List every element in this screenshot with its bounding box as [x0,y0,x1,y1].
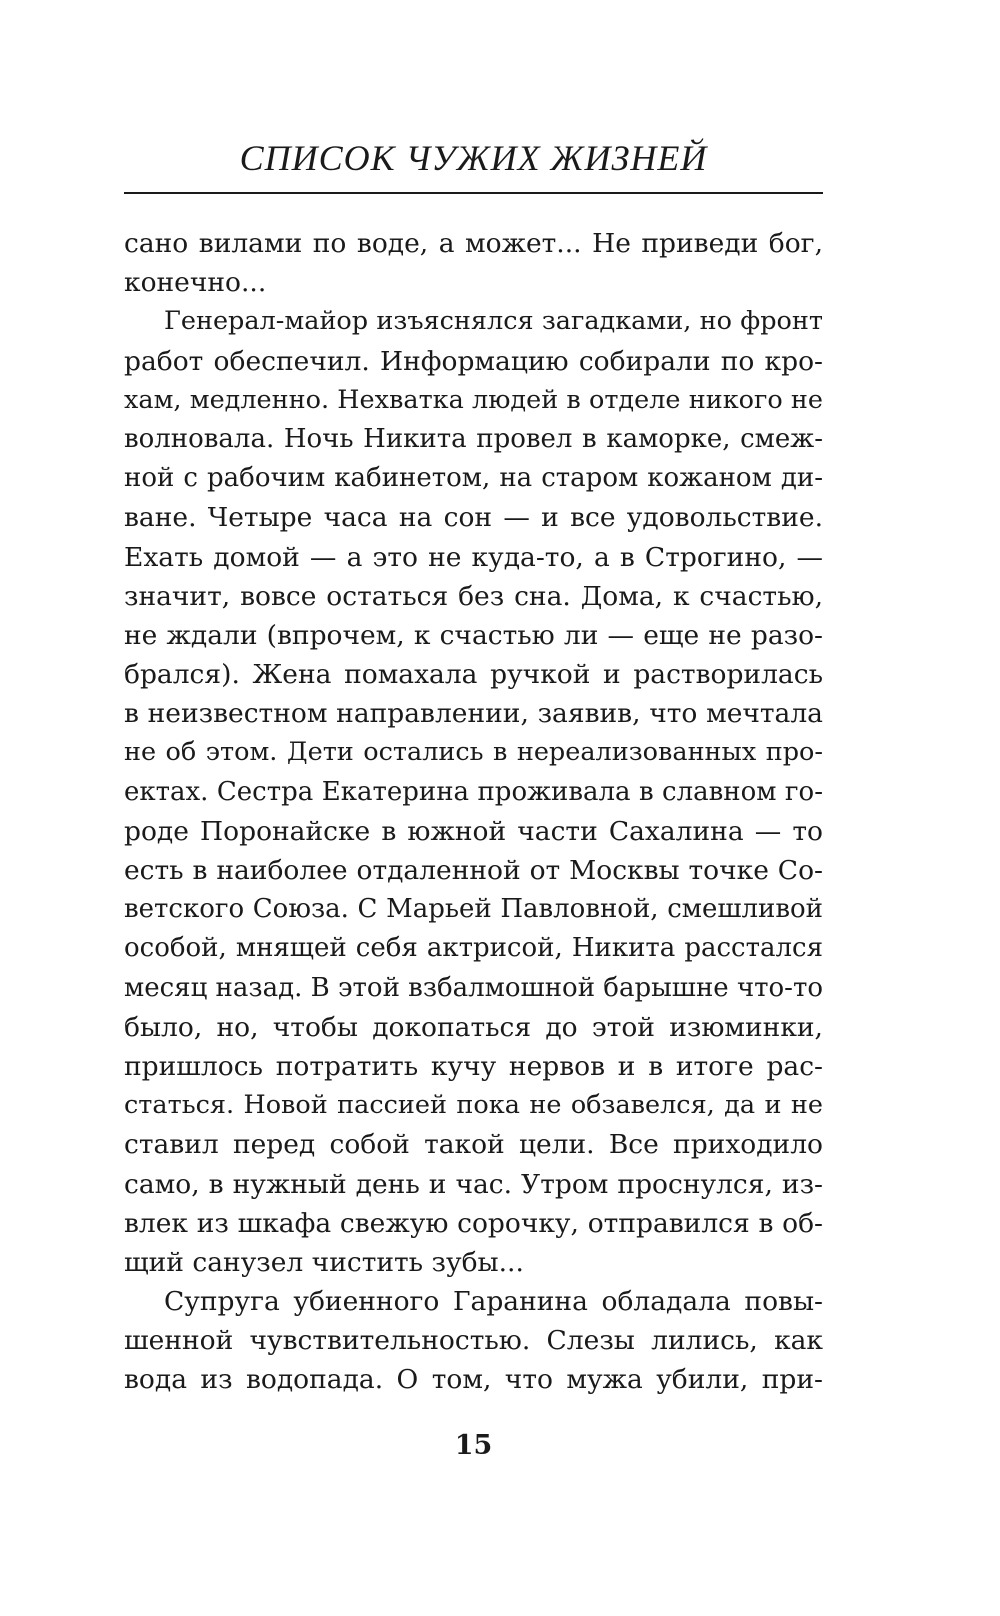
body-text [124,224,823,1400]
text-line: было, но, чтобы докопаться до этой изюминки, [124,1011,823,1043]
text-line: работ обеспечил. Информацию собирали по кро- [124,345,823,377]
text-line: значит, вовсе остаться без сна. Дома, к счастью, [124,580,823,612]
text-line: ставил перед собой такой цели. Все приходило [124,1129,823,1161]
text-line: ване. Четыре часа на сон — и все удовольствие. [124,502,823,534]
text-line: хам, медленно. Нехватка людей в отделе никого не [124,384,823,415]
text-line: Супруга убиенного Гаранина обладала повы- [164,1286,823,1318]
text-line: месяц назад. В этой взбалмошной барышне что-то [124,972,823,1003]
text-line: статься. Новой пассией пока не обзавелся, да и не [124,1090,823,1121]
text-line: вода из водопада. О том, что мужа убили, при- [124,1364,823,1396]
text-line: конечно... [124,267,267,299]
text-line: ектах. Сестра Екатерина проживала в славном го- [124,776,823,807]
text-line: пришлось потратить кучу нервов и в итоге рас- [124,1050,823,1082]
text-line: само, в нужный день и час. Утром проснулся, из- [124,1168,823,1200]
text-line: ной с рабочим кабинетом, на старом кожаном ди- [124,463,823,494]
text-line: есть в наиболее отдаленной от Москвы точке Со- [124,855,823,886]
text-line: волновала. Ночь Никита провел в каморке, смеж- [124,423,823,454]
text-line: роде Поронайске в южной части Сахалина — то [124,815,823,847]
text-line: брался). Жена помахала ручкой и растворилась [124,659,823,691]
text-line: сано вилами по воде, а может... Не приведи бог, [124,228,823,259]
text-line: щий санузел чистить зубы... [124,1246,524,1278]
text-line: ветского Союза. С Марьей Павловной, смешливой [124,894,823,925]
text-line: особой, мнящей себя актрисой, Никита расстался [124,933,823,964]
header-rule [124,192,823,194]
text-line: Ехать домой — а это не куда-то, а в Строгино, — [124,541,823,573]
text-line: в неизвестном направлении, заявив, что мечтала [124,698,823,730]
text-line: не ждали (впрочем, к счастью ли — еще не разо- [124,619,823,651]
text-line: не об этом. Дети остались в нереализованных про- [124,737,823,768]
text-line: Генерал-майор изъяснялся загадками, но фронт [164,306,823,337]
text-line: влек из шкафа свежую сорочку, отправился в об- [124,1207,823,1239]
page-number: 15 [454,1430,493,1461]
running-head: СПИСОК ЧУЖИХ ЖИЗНЕЙ [239,138,708,178]
text-line: шенной чувствительностью. Слезы лились, как [124,1325,823,1357]
